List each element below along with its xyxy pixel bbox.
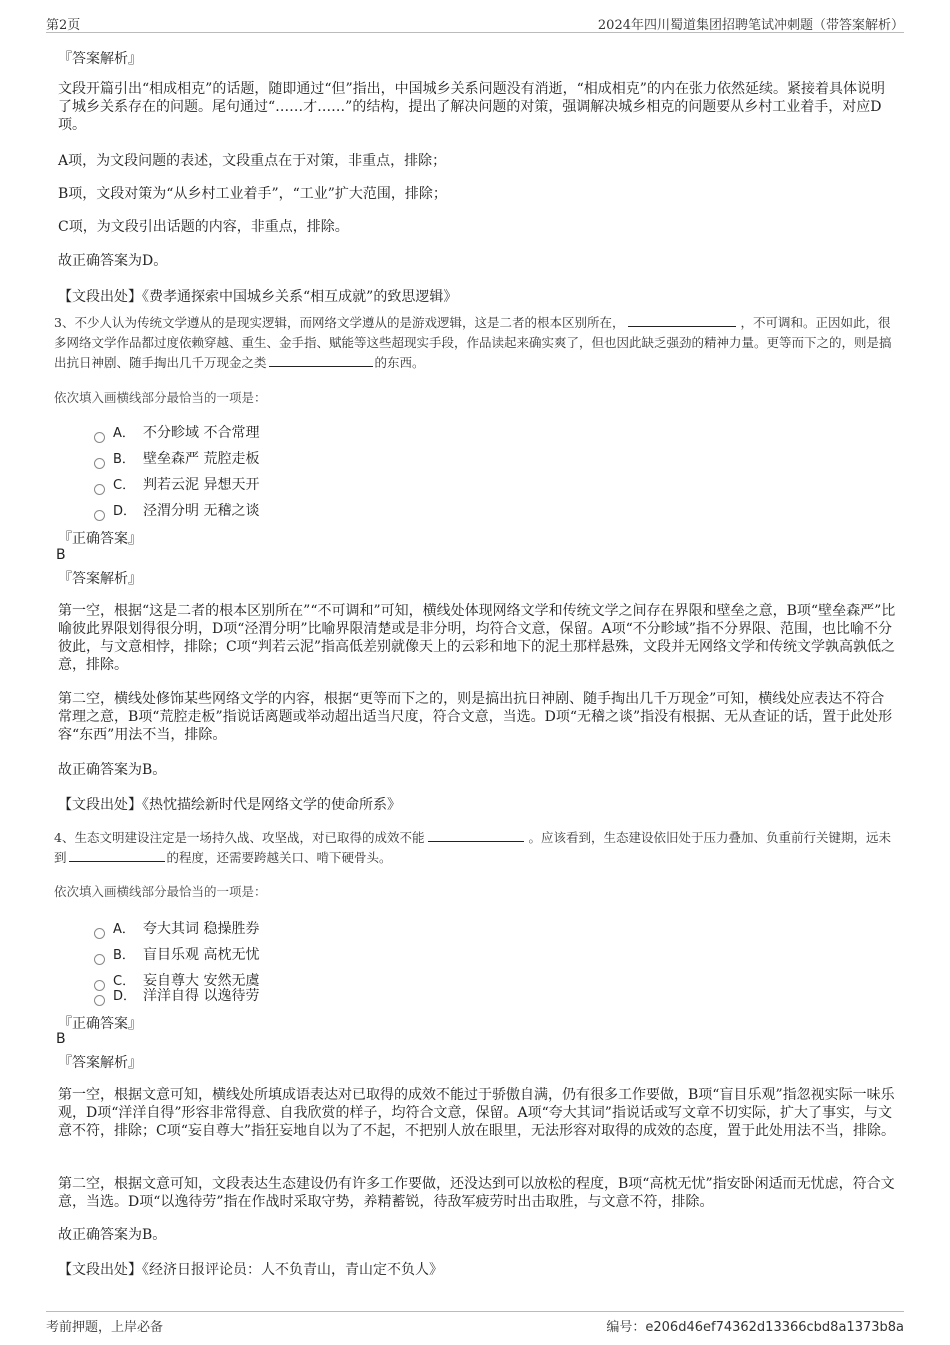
question-3-option-d[interactable]: [94, 500, 259, 520]
question-4-option-d[interactable]: [94, 985, 259, 1005]
question-3-option-b[interactable]: [94, 448, 259, 468]
option-letter: D．: [113, 504, 137, 519]
correct-answer-label: 『正确答案』: [58, 531, 142, 547]
question-4-text-part2: 。应该看到，生态建设依旧处于压力叠加、负重前行关键期，远未到: [54, 830, 891, 865]
question-4-text-part1: 4、生态文明建设注定是一场持久战、攻坚战，对已取得的成效不能: [54, 830, 425, 845]
question-4-blank-2: [69, 849, 165, 862]
analysis-paragraph-1: 第一空，根据“这是二者的根本区别所在”“不可调和”可知，横线处体现网络文学和传统文学之间存在界限和壁垒之意，B项“壁垒森严”比喻彼此界限划得很分明，D项“泾渭分明”比喻界限清楚或是非分明，均符合文意，保留。A项“不分畛域”指不分界限、范围，也比喻不分彼此，与文意相悖，排除；C项“判若云泥”指高低差别就像天上的云彩和地下的泥土那样悬殊，文段并无网络文学和传统文学孰高孰低之意，排除。: [58, 603, 896, 673]
radio-icon[interactable]: [94, 954, 105, 965]
radio-icon[interactable]: [94, 432, 105, 443]
page-number: 第2页: [46, 18, 81, 33]
footer-slogan: 考前押题，上岸必备: [46, 1320, 164, 1335]
source-citation: 【文段出处】《热忱描绘新时代是网络文学的使命所系》: [58, 797, 401, 813]
question-3-stem: [54, 313, 900, 373]
answer-conclusion: 故正确答案为B。: [58, 762, 167, 778]
question-3-text-part3: 的东西。: [374, 355, 425, 370]
correct-answer: B: [56, 547, 66, 563]
option-text: 夸大其词 稳操胜券: [143, 921, 260, 937]
question-3-instruction: 依次填入画横线部分最恰当的一项是：: [54, 390, 267, 405]
correct-answer: B: [56, 1031, 66, 1047]
analysis-paragraph-2: 第二空，根据文意可知，文段表达生态建设仍有许多工作要做，还没达到可以放松的程度，B项“高枕无忧”指安卧闲适而无忧虑，符合文意，当选。D项“以逸待劳”指在作战时采取守势，养精蓄锐，待敌军疲劳时出击取胜，与文意不符，排除。: [58, 1176, 895, 1210]
analysis-paragraph-1: 第一空，根据文意可知，横线处所填成语表达对已取得的成效不能过于骄傲自满，仍有很多工作要做，B项“盲目乐观”指忽视实际一味乐观，D项“洋洋自得”形容非常得意、自我欣赏的样子，均符合文意，保留。A项“夸大其词”指说话或写文章不切实际，扩大了事实，与文意不符，排除；C项“妄自尊大”指狂妄地自以为了不起，不把别人放在眼里，无法形容对取得的成效的态度，置于此处用法不当，排除。: [58, 1087, 896, 1139]
question-3-text-part1: 3、不少人认为传统文学遵从的是现实逻辑，而网络文学遵从的是游戏逻辑，这是二者的根本区别所在，: [54, 315, 625, 330]
answer-conclusion: 故正确答案为B。: [58, 1227, 167, 1243]
answer-conclusion: 故正确答案为D。: [58, 253, 168, 269]
page-footer: [46, 1311, 904, 1336]
analysis-option-b: B项，文段对策为“从乡村工业着手”，“工业”扩大范围，排除；: [58, 186, 447, 202]
option-text: 判若云泥 异想天开: [143, 477, 260, 493]
option-letter: A．: [113, 922, 135, 937]
analysis-paragraph-2: 第二空，横线处修饰某些网络文学的内容，根据“更等而下之的，则是搞出抗日神剧、随手掏出几千万现金”可知，横线处应表达不符合常理之意，B项“荒腔走板”指说话离题或举动超出适当尺度，符合文意，当选。D项“无稽之谈”指没有根据、无从查证的话，置于此处形容“东西”用法不当，排除。: [58, 691, 893, 743]
radio-icon[interactable]: [94, 484, 105, 495]
analysis-label: 『答案解析』: [58, 571, 142, 587]
source-citation: 【文段出处】《经济日报评论员：人不负青山，青山定不负人》: [58, 1262, 443, 1278]
radio-icon[interactable]: [94, 928, 105, 939]
document-code-value: e206d46ef74362d13366cbd8a1373b8a: [645, 1320, 904, 1335]
question-3-option-c[interactable]: [94, 474, 259, 494]
option-text: 不分畛域 不合常理: [143, 425, 260, 441]
option-letter: B．: [113, 948, 135, 963]
question-3-text-part2: ，不可调和。正因如此，很多网络文学作品都过度依赖穿越、重生、金手指、赋能等这些超现实手段，作品读起来确实爽了，但也因此缺乏强劲的精神力量。更等而下之的，则是搞出抗日神剧、随手掏出几千万现金之类: [54, 315, 892, 370]
option-letter: C．: [113, 974, 136, 989]
question-3-option-a[interactable]: [94, 422, 259, 442]
question-3-blank-1: [628, 314, 736, 327]
option-letter: A．: [113, 426, 135, 441]
option-letter: C．: [113, 478, 136, 493]
question-4-option-a[interactable]: [94, 918, 259, 938]
analysis-option-a: A项，为文段问题的表述，文段重点在于对策，非重点，排除；: [58, 153, 447, 169]
question-4-stem: [54, 828, 900, 868]
correct-answer-label: 『正确答案』: [58, 1016, 142, 1032]
document-code-label: 编号：: [606, 1320, 646, 1335]
analysis-label: 『答案解析』: [58, 51, 142, 67]
question-4-text-part3: 的程度，还需要跨越关口、啃下硬骨头。: [166, 850, 392, 865]
radio-icon[interactable]: [94, 510, 105, 521]
option-text: 壁垒森严 荒腔走板: [143, 451, 260, 467]
analysis-paragraph: 文段开篇引出“相成相克”的话题，随即通过“但”指出，中国城乡关系问题没有消逝，“相成相克”的内在张力依然延续。紧接着具体说明了城乡关系存在的问题。尾句通过“……才……”的结构，提出了解决问题的对策，强调解决城乡相克的问题要从乡村工业着手，对应D项。: [58, 81, 885, 133]
question-3-blank-2: [269, 354, 373, 367]
option-text: 盲目乐观 高枕无忧: [143, 947, 260, 963]
radio-icon[interactable]: [94, 995, 105, 1006]
question-4-blank-1: [428, 829, 524, 842]
radio-icon[interactable]: [94, 458, 105, 469]
document-code: [606, 1316, 904, 1335]
option-text: 泾渭分明 无稽之谈: [143, 503, 260, 519]
document-title: 2024年四川蜀道集团招聘笔试冲刺题（带答案解析）: [597, 18, 904, 33]
option-letter: D．: [113, 989, 137, 1004]
option-text: 妄自尊大 安然无虞: [143, 973, 260, 989]
question-4-instruction: 依次填入画横线部分最恰当的一项是：: [54, 884, 267, 899]
option-letter: B．: [113, 452, 135, 467]
question-4-option-b[interactable]: [94, 944, 259, 964]
analysis-option-c: C项，为文段引出话题的内容，非重点，排除。: [58, 219, 349, 235]
option-text: 洋洋自得 以逸待劳: [143, 988, 260, 1004]
analysis-label: 『答案解析』: [58, 1055, 142, 1071]
page-header: [46, 12, 904, 33]
source-citation: 【文段出处】《费孝通探索中国城乡关系“相互成就”的致思逻辑》: [58, 289, 458, 305]
